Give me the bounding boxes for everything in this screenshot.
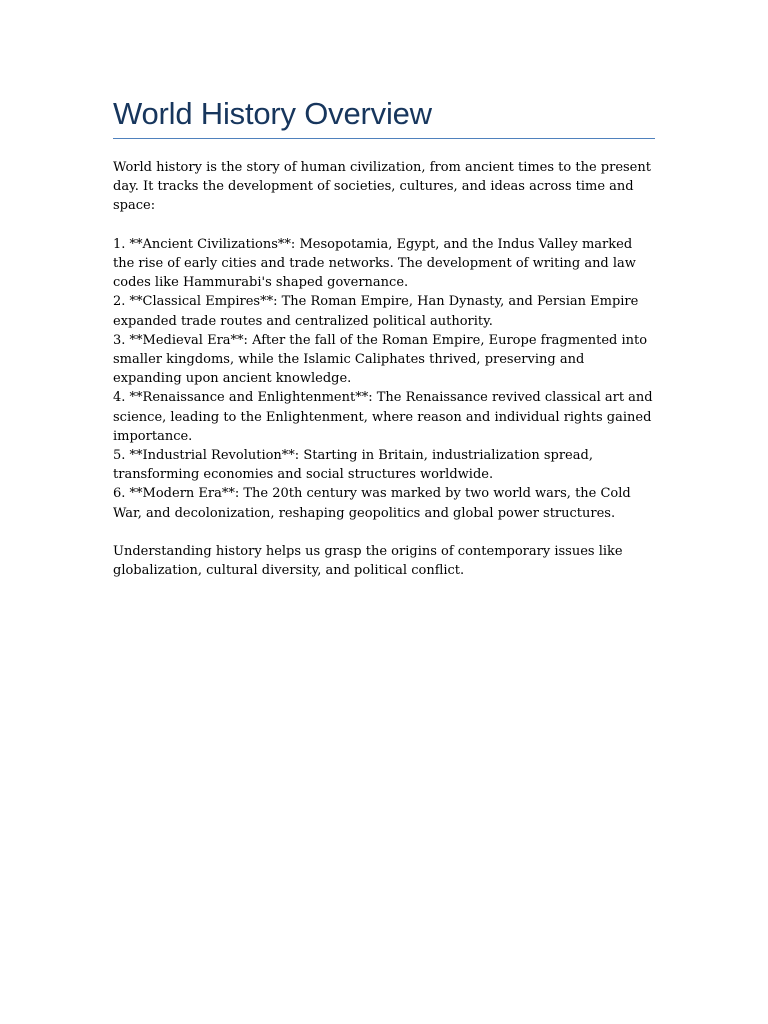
paragraph-spacer [113, 216, 655, 235]
list-item-modern-era: 6. **Modern Era**: The 20th century was marked by two world wars, the Cold War, and decolonization, reshaping geopolitics and global power structures. [113, 486, 631, 521]
list-item-medieval-era: 3. **Medieval Era**: After the fall of the Roman Empire, Europe fragmented into smaller kingdoms, while the Islamic Caliphates thrived, preserving and expanding upon ancient knowledge. [113, 332, 648, 387]
paragraph-spacer [113, 523, 655, 542]
document-body [113, 158, 655, 580]
list-item-classical-empires: 2. **Classical Empires**: The Roman Empire, Han Dynasty, and Persian Empire expanded trade routes and centralized political authority. [113, 294, 639, 329]
document-title: World History Overview [113, 96, 432, 131]
list-item-industrial-revolution: 5. **Industrial Revolution**: Starting in Britain, industrialization spread, transforming economies and social structures worldwide. [113, 448, 593, 483]
list-item-ancient-civilizations: 1. **Ancient Civilizations**: Mesopotamia, Egypt, and the Indus Valley marked the rise of early cities and trade networks. The development of writing and law codes like Hammurabi's shaped governance. [113, 236, 636, 291]
conclusion-paragraph: Understanding history helps us grasp the origins of contemporary issues like globalization, cultural diversity, and political conflict. [113, 544, 623, 579]
list-item-renaissance-enlightenment: 4. **Renaissance and Enlightenment**: The Renaissance revived classical art and science, leading to the Enlightenment, where reason and individual rights gained importance. [113, 390, 653, 444]
intro-paragraph: World history is the story of human civilization, from ancient times to the present day. It tracks the development of societies, cultures, and ideas across time and space: [113, 160, 651, 214]
title-underline-rule [113, 138, 655, 139]
document-content [113, 94, 655, 580]
